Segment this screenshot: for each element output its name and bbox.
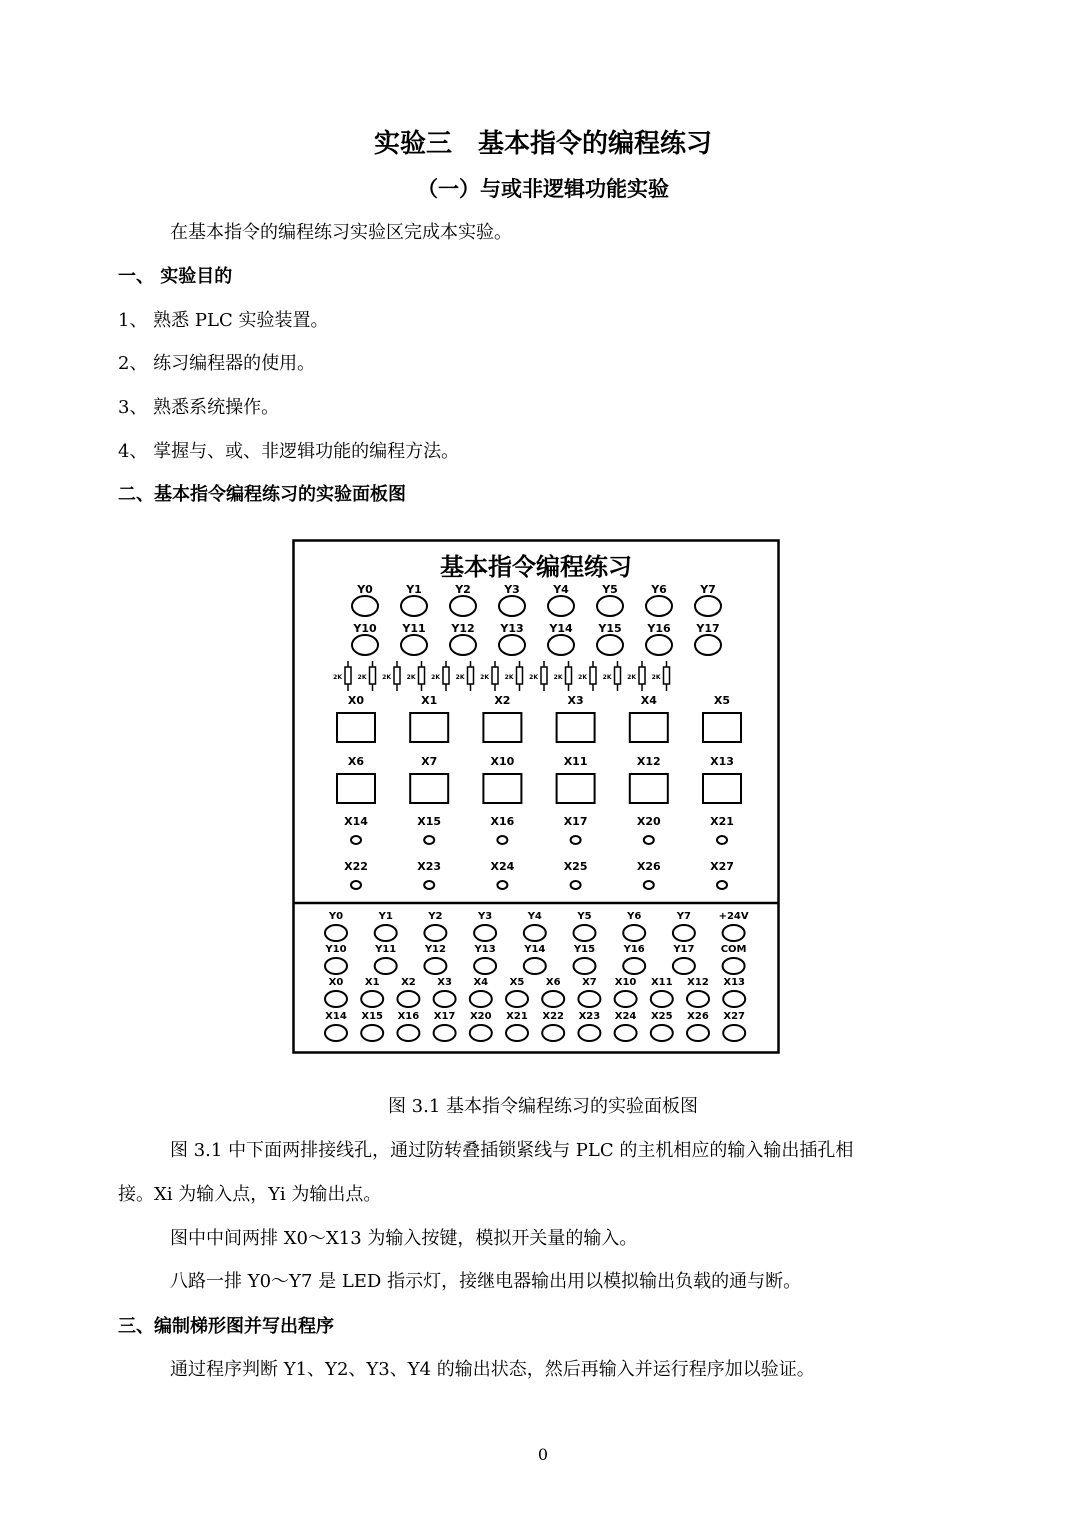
panel-label: Y7	[700, 583, 716, 596]
panel-label: Y5	[602, 583, 618, 596]
resistor	[419, 667, 425, 684]
panel-label: X10	[614, 977, 637, 988]
resistor-label: 2K	[553, 674, 563, 681]
resistor-label: 2K	[357, 674, 367, 681]
panel-label: X13	[710, 755, 734, 768]
panel-border	[294, 541, 779, 1053]
panel-label: X15	[361, 1011, 384, 1022]
panel-label: Y13	[474, 944, 496, 955]
intro-text: 在基本指令的编程练习实验区完成本实验。	[170, 222, 512, 243]
paragraph: 图 3.1 中下面两排接线孔，通过防转叠插锁紧线与 PLC 的主机相应的输入输出插孔相	[170, 1140, 854, 1161]
resistor	[590, 667, 596, 684]
panel-label: Y13	[500, 622, 524, 635]
resistor	[517, 667, 523, 684]
panel-label: X27	[723, 1011, 746, 1022]
panel-label: X27	[710, 860, 734, 873]
panel-label: X1	[421, 694, 438, 707]
resistor-label: 2K	[651, 674, 661, 681]
panel-label: Y3	[477, 911, 493, 922]
panel-label: X17	[563, 815, 588, 828]
panel-label: X3	[567, 694, 584, 707]
panel-label: Y14	[549, 622, 573, 635]
panel-label: Y16	[623, 944, 645, 955]
panel-label: X11	[650, 977, 673, 988]
panel-label: Y2	[428, 911, 443, 922]
panel-label: X5	[713, 694, 731, 707]
resistor	[370, 667, 376, 684]
panel-label: X5	[509, 977, 525, 988]
panel-label: X12	[687, 977, 709, 988]
panel-label: X23	[578, 1011, 601, 1022]
panel-label: X2	[401, 977, 416, 988]
section-heading-purpose: 一、 实验目的	[118, 266, 233, 287]
list-item: 1、 熟悉 PLC 实验装置。	[118, 310, 329, 331]
panel-label: X22	[344, 860, 368, 873]
panel-label: Y2	[455, 583, 471, 596]
panel-label: X7	[582, 977, 597, 988]
panel-label: X24	[490, 860, 515, 873]
resistor	[566, 667, 572, 684]
panel-label: X0	[347, 694, 365, 707]
resistor-label: 2K	[382, 674, 391, 681]
panel-figure	[292, 539, 780, 1059]
page-subtitle: （一）与或非逻辑功能实验	[417, 177, 669, 201]
page-title: 实验三 基本指令的编程练习	[373, 129, 712, 159]
panel-label: Y17	[673, 944, 695, 955]
panel-label: Y4	[527, 911, 542, 922]
panel-label: X6	[347, 755, 365, 768]
panel-label: X13	[723, 977, 746, 988]
section-heading-panel: 二、基本指令编程练习的实验面板图	[118, 484, 406, 505]
resistor	[394, 667, 400, 684]
panel-label: Y5	[577, 911, 592, 922]
panel-label: X20	[469, 1011, 492, 1022]
resistor-label: 2K	[578, 674, 587, 681]
panel-label: X17	[433, 1011, 456, 1022]
resistor-label: 2K	[333, 674, 342, 681]
panel-label: X25	[563, 860, 588, 873]
resistor	[639, 667, 645, 684]
panel-label: +24V	[718, 911, 749, 922]
resistor	[492, 667, 498, 684]
panel-title: 基本指令编程练习	[440, 553, 632, 581]
panel-label: Y17	[696, 622, 720, 635]
resistor-label: 2K	[406, 674, 416, 681]
panel-label: X4	[473, 977, 489, 988]
page-number: 0	[537, 1445, 549, 1464]
resistor	[664, 667, 670, 684]
panel-label: X7	[421, 755, 438, 768]
panel-label: X1	[364, 977, 380, 988]
panel-label: X15	[417, 815, 442, 828]
panel-label: Y11	[375, 944, 397, 955]
panel-label: Y11	[402, 622, 426, 635]
panel-label: X4	[640, 694, 657, 707]
panel-label: X21	[506, 1011, 528, 1022]
panel-label: Y7	[676, 911, 692, 922]
list-item: 4、 掌握与、或、非逻辑功能的编程方法。	[118, 441, 460, 462]
panel-label: Y14	[524, 944, 546, 955]
resistor-label: 2K	[627, 674, 636, 681]
panel-label: X0	[328, 977, 344, 988]
panel-label: Y6	[651, 583, 667, 596]
panel-label: X16	[397, 1011, 420, 1022]
paragraph: 八路一排 Y0～Y7 是 LED 指示灯，接继电器输出用以模拟输出负载的通与断。	[170, 1271, 802, 1292]
panel-label: Y10	[325, 944, 347, 955]
panel-label: Y6	[627, 911, 642, 922]
figure-caption: 图 3.1 基本指令编程练习的实验面板图	[387, 1096, 699, 1117]
resistor-label: 2K	[529, 674, 538, 681]
panel-label: Y0	[357, 583, 373, 596]
panel-label: Y16	[647, 622, 671, 635]
paragraph: 通过程序判断 Y1、Y2、Y3、Y4 的输出状态，然后再输入并运行程序加以验证。	[170, 1359, 815, 1380]
panel-label: X24	[614, 1011, 637, 1022]
panel-label: X26	[636, 860, 661, 873]
resistor	[615, 667, 621, 684]
panel-label: Y1	[406, 583, 422, 596]
panel-label: Y4	[553, 583, 569, 596]
paragraph: 图中中间两排 X0～X13 为输入按键，模拟开关量的输入。	[170, 1228, 638, 1249]
resistor-label: 2K	[602, 674, 612, 681]
panel-label: X26	[687, 1011, 709, 1022]
panel-label: Y15	[573, 944, 596, 955]
panel-label: Y12	[451, 622, 475, 635]
panel-label: X11	[563, 755, 588, 768]
panel-label: X3	[437, 977, 452, 988]
panel-label: Y12	[424, 944, 446, 955]
panel-label: COM	[720, 944, 747, 955]
resistor-label: 2K	[431, 674, 440, 681]
panel-label: Y15	[598, 622, 622, 635]
panel-label: X12	[636, 755, 661, 768]
panel-label: X16	[490, 815, 515, 828]
resistor-label: 2K	[480, 674, 489, 681]
panel-label: X14	[344, 815, 368, 828]
resistor	[443, 667, 449, 684]
panel-label: X23	[417, 860, 442, 873]
panel-label: X20	[636, 815, 661, 828]
panel-label: Y3	[504, 583, 520, 596]
list-item: 3、 熟悉系统操作。	[118, 397, 280, 418]
panel-label: Y1	[378, 911, 393, 922]
panel-label: X6	[545, 977, 561, 988]
panel-label: X25	[650, 1011, 673, 1022]
resistor	[345, 667, 351, 684]
panel-label: Y10	[353, 622, 377, 635]
panel-label: X21	[710, 815, 734, 828]
resistor	[541, 667, 547, 684]
panel-label: X2	[494, 694, 511, 707]
panel-label: X22	[542, 1011, 565, 1022]
resistor-label: 2K	[455, 674, 465, 681]
panel-label: X14	[325, 1011, 347, 1022]
paragraph: 接。Xi 为输入点，Yi 为输出点。	[118, 1184, 382, 1205]
section-heading-ladder: 三、编制梯形图并写出程序	[118, 1316, 334, 1337]
panel-label: X10	[490, 755, 515, 768]
list-item: 2、 练习编程器的使用。	[118, 353, 316, 374]
resistor	[468, 667, 474, 684]
resistor-label: 2K	[504, 674, 514, 681]
panel-label: Y0	[328, 911, 344, 922]
